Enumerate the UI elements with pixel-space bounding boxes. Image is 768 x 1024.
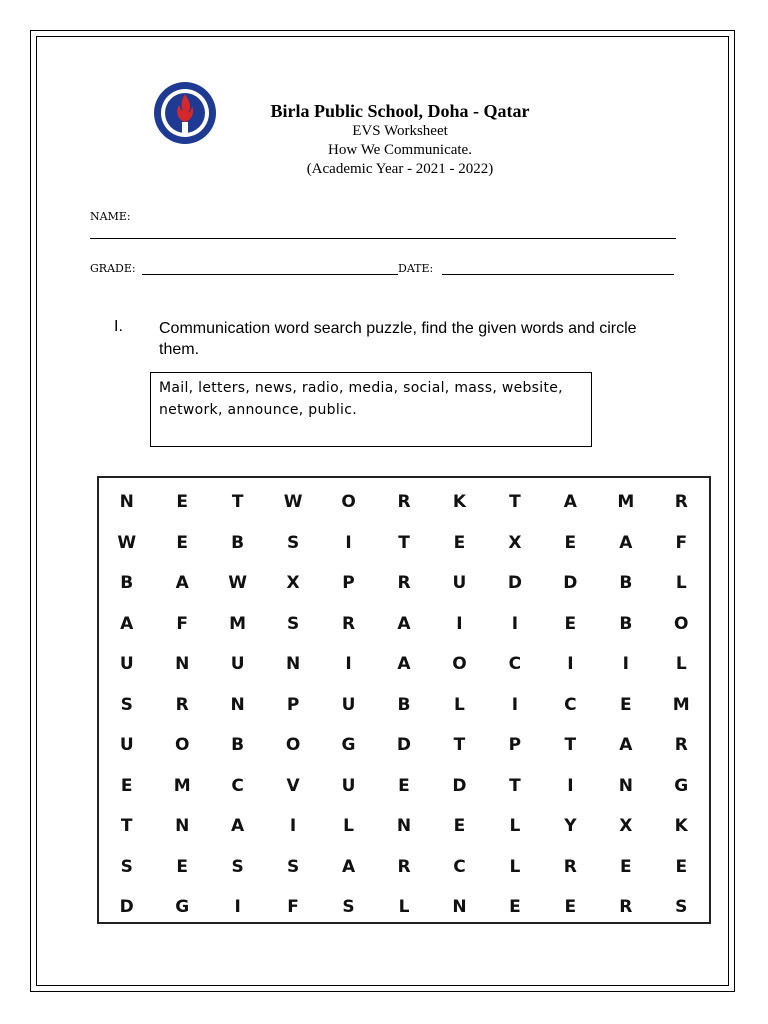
puzzle-cell[interactable]: W	[283, 492, 303, 513]
puzzle-cell[interactable]: E	[453, 816, 466, 837]
puzzle-cell[interactable]: A	[619, 735, 633, 756]
puzzle-cell[interactable]: X	[619, 816, 633, 837]
puzzle-grid	[99, 482, 709, 928]
puzzle-cell[interactable]: E	[176, 532, 188, 553]
puzzle-cell[interactable]: T	[509, 775, 521, 796]
puzzle-cell[interactable]: D	[563, 573, 578, 594]
word-list-box	[150, 372, 592, 447]
puzzle-cell[interactable]: L	[398, 897, 410, 918]
puzzle-cell[interactable]: P	[342, 573, 355, 594]
puzzle-cell[interactable]: I	[289, 816, 297, 837]
puzzle-cell[interactable]: F	[287, 897, 299, 918]
puzzle-cell[interactable]: W	[117, 532, 137, 553]
puzzle-cell[interactable]: X	[286, 573, 300, 594]
puzzle-cell[interactable]: O	[341, 492, 356, 513]
puzzle-cell[interactable]: S	[286, 613, 300, 634]
puzzle-cell[interactable]: A	[231, 816, 245, 837]
puzzle-cell[interactable]: O	[674, 613, 689, 634]
puzzle-cell[interactable]: A	[397, 613, 411, 634]
puzzle-cell[interactable]: X	[508, 532, 522, 553]
puzzle-cell[interactable]: A	[397, 654, 411, 675]
puzzle-cell[interactable]: R	[619, 897, 633, 918]
puzzle-cell[interactable]: E	[398, 775, 410, 796]
puzzle-cell[interactable]: E	[453, 532, 466, 553]
puzzle-cell[interactable]: B	[397, 694, 411, 715]
puzzle-cell[interactable]: L	[343, 816, 354, 837]
puzzle-cell[interactable]: K	[452, 492, 467, 513]
puzzle-cell[interactable]: B	[619, 613, 633, 634]
puzzle-cell[interactable]: E	[564, 897, 577, 918]
puzzle-cell[interactable]: E	[176, 492, 188, 513]
puzzle-cell[interactable]: S	[342, 897, 355, 918]
question-number: I.	[114, 318, 123, 335]
puzzle-cell[interactable]: E	[120, 775, 133, 796]
worksheet-title: EVS Worksheet	[352, 123, 448, 139]
puzzle-cell[interactable]: F	[176, 613, 188, 634]
puzzle-cell[interactable]: M	[229, 613, 247, 634]
puzzle-cell[interactable]: D	[119, 897, 134, 918]
name-line[interactable]	[90, 238, 676, 239]
puzzle-cell[interactable]: I	[345, 532, 352, 553]
question-text: Communication word search puzzle, find the given words and circle them.	[159, 320, 637, 358]
puzzle-cell[interactable]: S	[286, 856, 300, 877]
date-line[interactable]	[442, 274, 674, 275]
puzzle-cell[interactable]: U	[341, 775, 356, 796]
puzzle-cell[interactable]: C	[508, 654, 522, 675]
puzzle-cell[interactable]: E	[564, 532, 577, 553]
puzzle-cell[interactable]: P	[286, 694, 300, 715]
puzzle-cell[interactable]: I	[622, 654, 629, 675]
puzzle-cell[interactable]: S	[120, 694, 133, 715]
puzzle-cell[interactable]: B	[231, 735, 245, 756]
puzzle-cell[interactable]: U	[119, 654, 134, 675]
puzzle-cell[interactable]: R	[175, 694, 189, 715]
puzzle-cell[interactable]: E	[675, 856, 688, 877]
puzzle-cell[interactable]: N	[285, 654, 301, 675]
puzzle-cell[interactable]: L	[675, 573, 687, 594]
puzzle-cell[interactable]: S	[231, 856, 244, 877]
puzzle-cell[interactable]: O	[174, 735, 190, 756]
puzzle-cell[interactable]: T	[509, 492, 521, 513]
grade-label: GRADE:	[90, 262, 136, 275]
puzzle-cell[interactable]: M	[617, 492, 635, 513]
puzzle-cell[interactable]: A	[619, 532, 633, 553]
puzzle-cell[interactable]: N	[230, 694, 245, 715]
puzzle-cell[interactable]: B	[231, 532, 245, 553]
puzzle-cell[interactable]: T	[453, 735, 466, 756]
puzzle-cell[interactable]: E	[176, 856, 188, 877]
puzzle-cell[interactable]: V	[286, 775, 300, 796]
puzzle-cell[interactable]: G	[674, 775, 689, 796]
puzzle-cell[interactable]: I	[511, 694, 519, 715]
worksheet-topic: How We Communicate.	[328, 142, 472, 158]
puzzle-cell[interactable]: N	[618, 775, 633, 796]
word-list: Mail, letters, news, radio, media, social, mass, website, network, announce, public.	[159, 380, 563, 418]
puzzle-cell[interactable]: U	[119, 735, 134, 756]
word-search-puzzle	[97, 476, 711, 924]
puzzle-cell[interactable]: A	[120, 613, 134, 634]
puzzle-cell[interactable]: E	[619, 856, 632, 877]
name-label: NAME:	[90, 210, 131, 223]
puzzle-cell[interactable]: R	[397, 856, 411, 877]
puzzle-cell[interactable]: R	[397, 492, 411, 513]
puzzle-cell[interactable]: R	[563, 856, 577, 877]
puzzle-cell[interactable]: U	[452, 573, 467, 594]
puzzle-cell[interactable]: T	[564, 735, 577, 756]
puzzle-cell[interactable]: I	[567, 775, 574, 796]
puzzle-cell[interactable]: I	[456, 613, 463, 634]
school-crest-logo	[152, 80, 218, 146]
puzzle-cell[interactable]: L	[509, 816, 521, 837]
puzzle-cell[interactable]: I	[511, 613, 519, 634]
puzzle-cell[interactable]: B	[619, 573, 633, 594]
puzzle-cell[interactable]: A	[341, 856, 356, 877]
puzzle-cell[interactable]: W	[228, 573, 248, 594]
puzzle-cell[interactable]: N	[119, 492, 134, 513]
puzzle-cell[interactable]: R	[674, 735, 688, 756]
puzzle-cell[interactable]: T	[398, 532, 410, 553]
puzzle-cell[interactable]: K	[674, 816, 688, 837]
puzzle-cell[interactable]: O	[452, 654, 467, 675]
puzzle-cell[interactable]: P	[508, 735, 522, 756]
puzzle-cell[interactable]: S	[675, 897, 688, 918]
grade-line[interactable]	[142, 274, 398, 275]
puzzle-cell[interactable]: U	[230, 654, 245, 675]
puzzle-cell[interactable]: T	[231, 492, 244, 513]
puzzle-cell[interactable]: S	[120, 856, 133, 877]
puzzle-cell[interactable]: B	[120, 573, 134, 594]
puzzle-cell[interactable]: E	[564, 613, 577, 634]
puzzle-cell[interactable]: D	[452, 775, 467, 796]
puzzle-cell[interactable]: L	[675, 654, 687, 675]
puzzle-cell[interactable]: C	[453, 856, 466, 877]
puzzle-cell[interactable]: E	[619, 694, 632, 715]
worksheet-header	[220, 100, 580, 179]
puzzle-cell[interactable]: R	[397, 573, 411, 594]
puzzle-cell[interactable]: Y	[564, 816, 577, 837]
school-name: Birla Public School, Doha - Qatar	[270, 101, 530, 121]
date-label: DATE:	[398, 262, 434, 275]
puzzle-cell[interactable]: N	[175, 816, 190, 837]
puzzle-cell[interactable]: L	[509, 856, 521, 877]
puzzle-cell[interactable]: I	[345, 654, 352, 675]
puzzle-cell[interactable]: R	[341, 613, 356, 634]
puzzle-cell[interactable]: G	[175, 897, 190, 918]
puzzle-cell[interactable]: N	[175, 654, 190, 675]
puzzle-cell[interactable]: E	[509, 897, 521, 918]
puzzle-cell[interactable]: U	[341, 694, 356, 715]
puzzle-cell[interactable]: F	[675, 532, 688, 553]
puzzle-cell[interactable]: N	[396, 816, 412, 837]
puzzle-cell[interactable]: D	[396, 735, 412, 756]
puzzle-cell[interactable]: M	[672, 694, 690, 715]
puzzle-cell[interactable]: C	[564, 694, 577, 715]
puzzle-cell[interactable]: N	[452, 897, 467, 918]
puzzle-cell[interactable]: C	[231, 775, 244, 796]
academic-year: (Academic Year - 2021 - 2022)	[306, 161, 494, 177]
puzzle-cell[interactable]: A	[175, 573, 189, 594]
puzzle-cell[interactable]: D	[507, 573, 522, 594]
puzzle-cell[interactable]: O	[285, 735, 301, 756]
puzzle-cell[interactable]: L	[454, 694, 465, 715]
puzzle-cell[interactable]: G	[341, 735, 356, 756]
puzzle-cell[interactable]: S	[286, 532, 300, 553]
puzzle-cell[interactable]: T	[120, 816, 133, 837]
puzzle-cell[interactable]: M	[173, 775, 191, 796]
puzzle-cell[interactable]: I	[567, 654, 574, 675]
puzzle-cell[interactable]: I	[234, 897, 241, 918]
puzzle-cell[interactable]: A	[563, 492, 577, 513]
puzzle-cell[interactable]: R	[674, 492, 688, 513]
